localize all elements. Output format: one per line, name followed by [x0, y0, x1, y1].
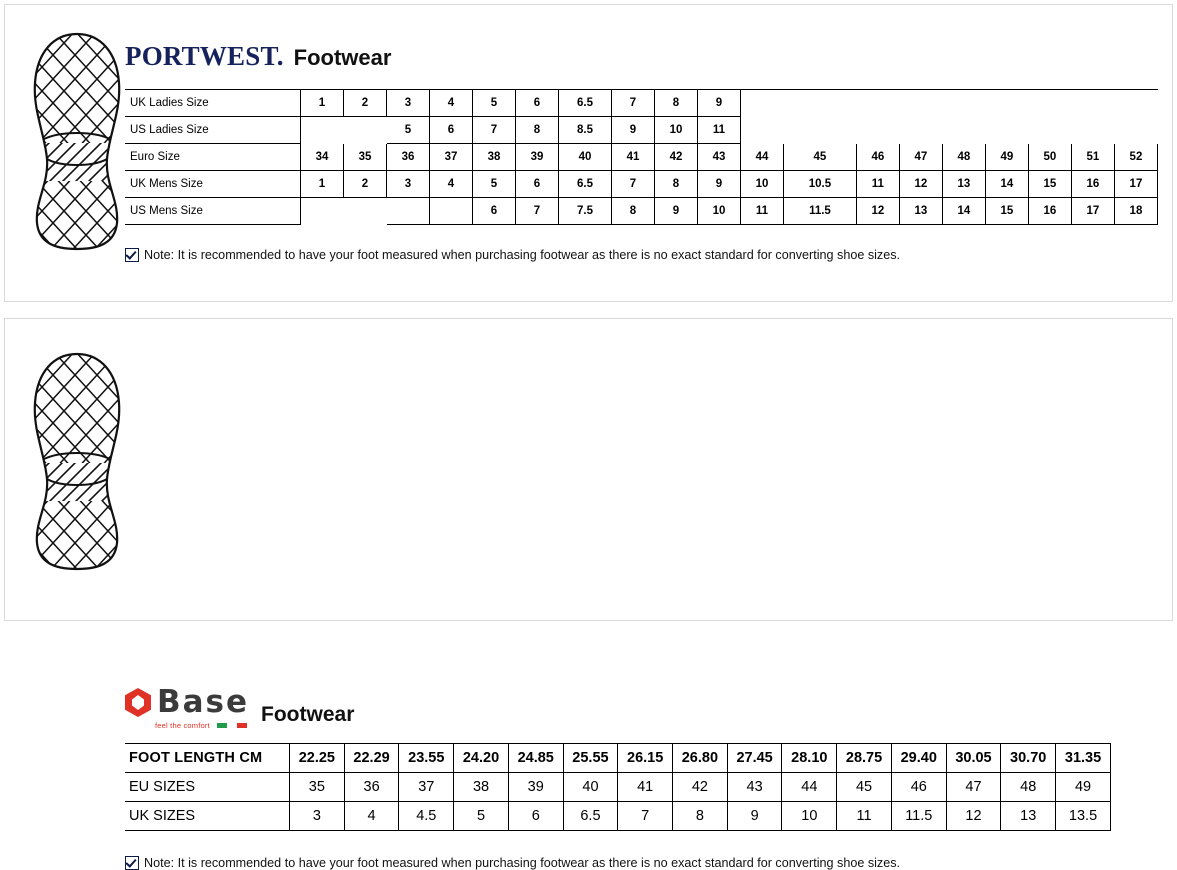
cell: [1028, 117, 1071, 144]
cell: 9: [654, 198, 697, 225]
cell: 5: [473, 90, 516, 117]
cell: 6.5: [563, 802, 618, 831]
cell: 4: [430, 171, 473, 198]
cell: 3: [387, 171, 430, 198]
cell: [899, 117, 942, 144]
base-title: Footwear: [261, 703, 355, 726]
cell: 16: [1028, 198, 1071, 225]
cell: [387, 198, 430, 225]
cell: [1071, 90, 1114, 117]
cell: 12: [899, 171, 942, 198]
cell: 50: [1028, 144, 1071, 171]
cell: 4: [430, 90, 473, 117]
cell: 25.55: [563, 744, 618, 773]
cell: 17: [1114, 171, 1157, 198]
cell: 43: [727, 773, 782, 802]
table-row: [125, 144, 1158, 171]
portwest-title: Footwear: [293, 45, 392, 70]
cell: 8: [516, 117, 559, 144]
cell: 11: [837, 802, 892, 831]
cell: 22.29: [344, 744, 399, 773]
row-label: US Mens Size: [125, 198, 301, 225]
cell: 29.40: [891, 744, 946, 773]
row-label: FOOT LENGTH CM: [125, 744, 290, 773]
note-text: Note: It is recommended to have your foot measured when purchasing footwear as there is no exact standard for converting shoe sizes.: [144, 856, 901, 870]
cell: 42: [654, 144, 697, 171]
cell: 7: [618, 802, 673, 831]
cell: 28.10: [782, 744, 837, 773]
italy-flag-icon: [217, 723, 247, 728]
cell: 36: [387, 144, 430, 171]
cell: [344, 117, 387, 144]
note-text: Note: It is recommended to have your foot measured when purchasing footwear as there is no exact standard for converting shoe sizes.: [144, 248, 901, 262]
cell: 46: [856, 144, 899, 171]
row-label: EU SIZES: [125, 773, 290, 802]
cell: 14: [942, 198, 985, 225]
cell: 23.55: [399, 744, 454, 773]
cell: 37: [430, 144, 473, 171]
cell: 11.5: [783, 198, 856, 225]
cell: 4: [344, 802, 399, 831]
cell: 44: [782, 773, 837, 802]
cell: 46: [891, 773, 946, 802]
cell: 6.5: [559, 171, 612, 198]
cell: 8: [654, 171, 697, 198]
portwest-note: [125, 248, 900, 262]
base-hex-logo-icon: [125, 688, 151, 717]
cell: 27.45: [727, 744, 782, 773]
cell: [1028, 90, 1071, 117]
cell: 13: [899, 198, 942, 225]
cell: 44: [740, 144, 783, 171]
cell: 42: [673, 773, 728, 802]
row-label: UK SIZES: [125, 802, 290, 831]
cell: 38: [454, 773, 509, 802]
table-row: [125, 90, 1158, 117]
cell: [301, 117, 344, 144]
cell: [899, 90, 942, 117]
cell: 8: [654, 90, 697, 117]
check-box-icon: [125, 248, 139, 262]
shoe-sole-icon: [31, 351, 123, 571]
cell: [942, 90, 985, 117]
cell: [783, 117, 856, 144]
cell: [740, 90, 783, 117]
cell: 18: [1114, 198, 1157, 225]
cell: [942, 117, 985, 144]
cell: 6: [473, 198, 516, 225]
cell: 3: [387, 90, 430, 117]
row-label: Euro Size: [125, 144, 301, 171]
cell: 35: [344, 144, 387, 171]
portwest-size-table: [125, 89, 1158, 225]
row-label: US Ladies Size: [125, 117, 301, 144]
cell: 40: [563, 773, 618, 802]
cell: [856, 90, 899, 117]
cell: [985, 117, 1028, 144]
cell: 52: [1114, 144, 1157, 171]
cell: [430, 198, 473, 225]
row-label: UK Ladies Size: [125, 90, 301, 117]
cell: [856, 117, 899, 144]
cell: 7: [611, 90, 654, 117]
row-label: UK Mens Size: [125, 171, 301, 198]
cell: 6: [516, 171, 559, 198]
portwest-size-chart-panel: [4, 4, 1173, 302]
cell: 47: [899, 144, 942, 171]
cell: [344, 198, 387, 225]
cell: 48: [942, 144, 985, 171]
cell: 26.80: [673, 744, 728, 773]
cell: 3: [290, 802, 345, 831]
base-note: [125, 856, 900, 870]
cell: 30.05: [946, 744, 1001, 773]
cell: 1: [301, 171, 344, 198]
cell: 31.35: [1056, 744, 1111, 773]
cell: 4.5: [399, 802, 454, 831]
cell: 39: [516, 144, 559, 171]
cell: [1114, 117, 1157, 144]
check-box-icon: [125, 856, 139, 870]
cell: 9: [697, 90, 740, 117]
base-logo: [125, 684, 250, 730]
portwest-logo-text: PORTWEST: [125, 41, 277, 71]
cell: 10.5: [783, 171, 856, 198]
cell: 10: [782, 802, 837, 831]
cell: 38: [473, 144, 516, 171]
cell: [985, 90, 1028, 117]
cell: 12: [946, 802, 1001, 831]
cell: 30.70: [1001, 744, 1056, 773]
cell: 39: [508, 773, 563, 802]
cell: [783, 90, 856, 117]
shoe-sole-icon: [31, 31, 123, 251]
cell: 6: [516, 90, 559, 117]
cell: 7: [611, 171, 654, 198]
table-row: [125, 171, 1158, 198]
base-tagline: feel the comfort: [155, 721, 210, 730]
cell: 40: [559, 144, 612, 171]
cell: 28.75: [837, 744, 892, 773]
cell: 6: [430, 117, 473, 144]
cell: [740, 117, 783, 144]
portwest-logo-dot: .: [276, 41, 284, 71]
cell: 41: [611, 144, 654, 171]
portwest-logo: [125, 43, 284, 70]
table-row: [125, 117, 1158, 144]
cell: 15: [985, 198, 1028, 225]
cell: 2: [344, 90, 387, 117]
cell: 16: [1071, 171, 1114, 198]
cell: 14: [985, 171, 1028, 198]
cell: 11: [697, 117, 740, 144]
cell: 43: [697, 144, 740, 171]
cell: 49: [1056, 773, 1111, 802]
cell: 9: [697, 171, 740, 198]
cell: 22.25: [290, 744, 345, 773]
cell: 49: [985, 144, 1028, 171]
table-row: [125, 802, 1111, 831]
cell: 13: [942, 171, 985, 198]
table-row: [125, 744, 1111, 773]
base-size-chart-panel: [4, 318, 1173, 870]
cell: 24.85: [508, 744, 563, 773]
base-header: [125, 684, 355, 730]
cell: 1: [301, 90, 344, 117]
cell: 8: [673, 802, 728, 831]
cell: 5: [387, 117, 430, 144]
cell: 47: [946, 773, 1001, 802]
table-row: [125, 198, 1158, 225]
cell: 45: [837, 773, 892, 802]
cell: 7.5: [559, 198, 612, 225]
cell: 12: [856, 198, 899, 225]
cell: [1114, 90, 1157, 117]
cell: [1071, 117, 1114, 144]
cell: 11.5: [891, 802, 946, 831]
cell: 17: [1071, 198, 1114, 225]
cell: 26.15: [618, 744, 673, 773]
cell: 9: [727, 802, 782, 831]
cell: 37: [399, 773, 454, 802]
cell: 51: [1071, 144, 1114, 171]
cell: 2: [344, 171, 387, 198]
cell: 6: [508, 802, 563, 831]
cell: 5: [454, 802, 509, 831]
base-size-table: [125, 743, 1111, 831]
cell: 41: [618, 773, 673, 802]
cell: 8: [611, 198, 654, 225]
cell: 13: [1001, 802, 1056, 831]
cell: 8.5: [559, 117, 612, 144]
cell: 36: [344, 773, 399, 802]
cell: [301, 198, 344, 225]
cell: 10: [697, 198, 740, 225]
cell: 9: [611, 117, 654, 144]
base-logo-text: Base: [157, 684, 250, 720]
table-row: [125, 773, 1111, 802]
cell: 6.5: [559, 90, 612, 117]
cell: 10: [740, 171, 783, 198]
cell: 5: [473, 171, 516, 198]
cell: 7: [516, 198, 559, 225]
cell: 11: [740, 198, 783, 225]
portwest-header: [125, 43, 391, 70]
cell: 11: [856, 171, 899, 198]
cell: 35: [290, 773, 345, 802]
cell: 7: [473, 117, 516, 144]
cell: 10: [654, 117, 697, 144]
cell: 24.20: [454, 744, 509, 773]
cell: 45: [783, 144, 856, 171]
cell: 13.5: [1056, 802, 1111, 831]
cell: 15: [1028, 171, 1071, 198]
cell: 34: [301, 144, 344, 171]
cell: 48: [1001, 773, 1056, 802]
